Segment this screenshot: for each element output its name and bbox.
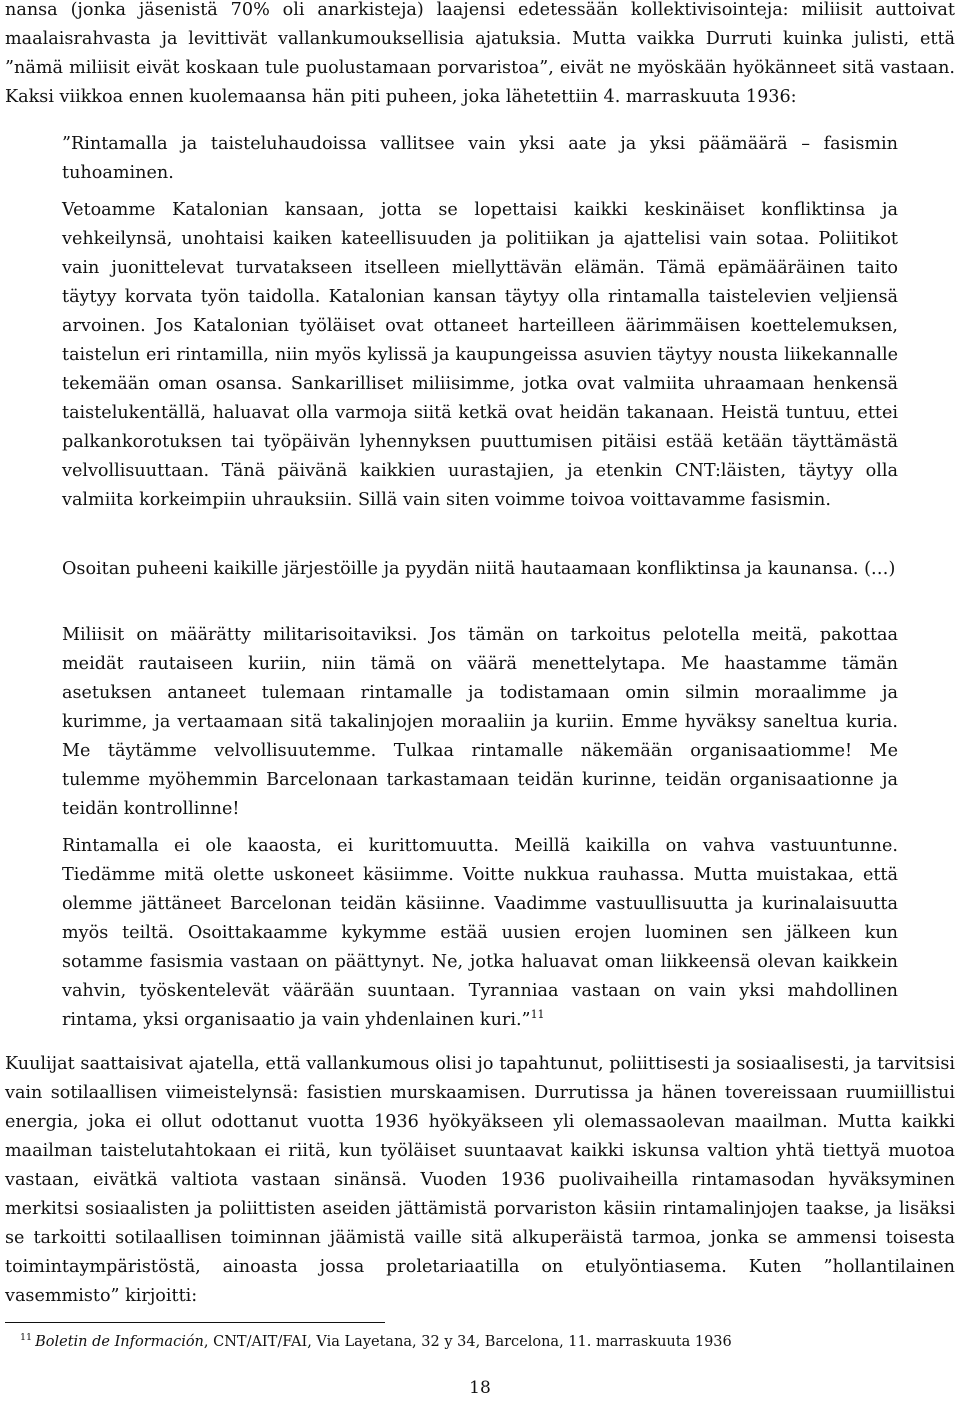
footnote-text: , CNT/AIT/FAI, Via Layetana, 32 y 34, Barcelona, 11. marraskuuta 1936 [203,1334,732,1350]
intro-paragraph: nansa (jonka jäsenistä 70% oli anarkisteja) laajensi edetessään kollektivisointeja: miliisit auttoivat maalaisrahvasta ja levittivät vallankumouksellisia ajatuksia. Mutta vaikka Durruti kuinka julisti, että ”nämä miliisit eivät koskaan tule puolustamaan porvaristoa”, eivät ne myöskään hyökänneet sitä vastaan. Kaksi viikkoa ennen kuolemaansa hän piti puheen, joka lähetettiin 4. marraskuuta 1936: [5,0,955,107]
quote-paragraph-2: Vetoamme Katalonian kansaan, jotta se lopettaisi kaikki keskinäiset konfliktinsa ja vehkeilynsä, unohtaisi kaiken kateellisuuden ja politiikan ja ajattelisi vain sotaa. Poliitikot vain juonittelevat turvatakseen itselleen miellyttävän elämän. Tämä epämääräinen taito täytyy korvata työn taidolla. Katalonian kansan täytyy olla rintamalla taistelevien veljiensä arvoinen. Jos Katalonian työläiset ovat ottaneet harteilleen äärimmäisen koettelemuksen, taistelun eri rintamilla, niin myös kylissä ja kaupungeissa asuvien täytyy nousta liikekannalle tekemään oman osansa. Sankarilliset miliisimme, jotka ovat valmiita uhraamaan henkensä taistelukentällä, haluavat olla varmoja siitä ketkä ovat heidän takanaan. Heistä tuntuu, ettei palkankorotuksen tai työpäivän lyhennyksen puuttumisen pitäisi estää ketään täyttämästä velvollisuuttaan. Tänä päivänä kaikkien uurastajien, ja etenkin CNT:läisten, täytyy olla valmiita korkeimpiin uhrauksiin. Sillä vain siten voimme toivoa voittavamme fasismin. [62,200,898,510]
quote-paragraph-1: ”Rintamalla ja taisteluhaudoissa vallitsee vain yksi aate ja yksi päämäärä – fasismin tuhoaminen. [62,134,898,183]
footnote [20,1331,920,1353]
footnote-title: Boletin de Información [35,1334,204,1350]
quote-paragraph-5 [62,832,898,1035]
footnote-number: 11 [20,1332,33,1344]
page-number: 18 [469,1378,491,1398]
quote-paragraph-4: Miliisit on määrätty militarisoitaviksi. Jos tämän on tarkoitus pelotella meitä, pakottaa meidät rautaiseen kuriin, niin tämä on väärä menettelytapa. Me haastamme tämän asetuksen antaneet tulemaan rintamalle ja todistamaan omin silmin moraalimme ja kurimme, ja vertaamaan sitä takalinjojen moraaliin ja kuriin. Emme hyväksy saneltua kuria. Me täytämme velvollisuutemme. Tulkaa rintamalle näkemään organisaatiomme! Me tulemme myöhemmin Barcelonaan tarkastamaan teidän kurinne, teidän organisaationne ja teidän kontrollinne! [62,625,898,819]
footnote-reference: 11 [530,1008,545,1022]
outro-paragraph: Kuulijat saattaisivat ajatella, että vallankumous olisi jo tapahtunut, poliittisesti ja sosiaalisesti, ja tarvitsisi vain sotilaallisen viimeistelynsä: fasistien murskaamisen. Durrutissa ja hänen tovereissaan ruumiillistui energia, joka ei ollut odottanut vuotta 1936 hyökyäkseen yli olemassaolevan maailman. Mutta kaikki maailman taistelutahtokaan ei riitä, kun työläiset suuntaavat kaikki iskunsa valtion yhtä tiettyä muotoa vastaan, eivätkä valtiota vastaan sinänsä. Vuoden 1936 puolivaiheilla rintamasodan hyväksyminen merkitsi sosiaalisten ja poliittisten aseiden jättämistä porvariston käsiin rintamalinjojen taakse, ja lisäksi se tarkoitti sotilaallisen toiminnan jäämistä vaille sitä alkuperäistä tarmoa, jonka se ammensi toisesta toimintaympäristöstä, ainoasta jossa proletariaatilla on etulyöntiasema. Kuten ”hollantilainen vasemmisto” kirjoitti: [5,1054,955,1306]
footnote-divider [5,1322,385,1323]
quote-paragraph-5-text: Rintamalla ei ole kaaosta, ei kurittomuutta. Meillä kaikilla on vahva vastuuntunne. Tiedämme mitä olette uskoneet käsiimme. Voitte nukkua rauhassa. Mutta muistakaa, että olemme jättäneet Barcelonan teidän käsiinne. Vaadimme vastuullisuutta ja kurinalaisuutta myös teiltä. Osoittakaamme kykymme estää uusien erojen luominen sen jälkeen kun sotamme fasismia vastaan on päättynyt. Ne, jotka haluavat oman liikkeensä olevan kaikkein vahvin, työskentelevät väärään suuntaan. Tyranniaa vastaan on vain yksi mahdollinen rintama, yksi organisaatio ja vain yhdenlainen kuri.” [62,836,898,1030]
quote-paragraph-3: Osoitan puheeni kaikille järjestöille ja pyydän niitä hautaamaan konfliktinsa ja kaunansa. (…) [62,559,896,579]
